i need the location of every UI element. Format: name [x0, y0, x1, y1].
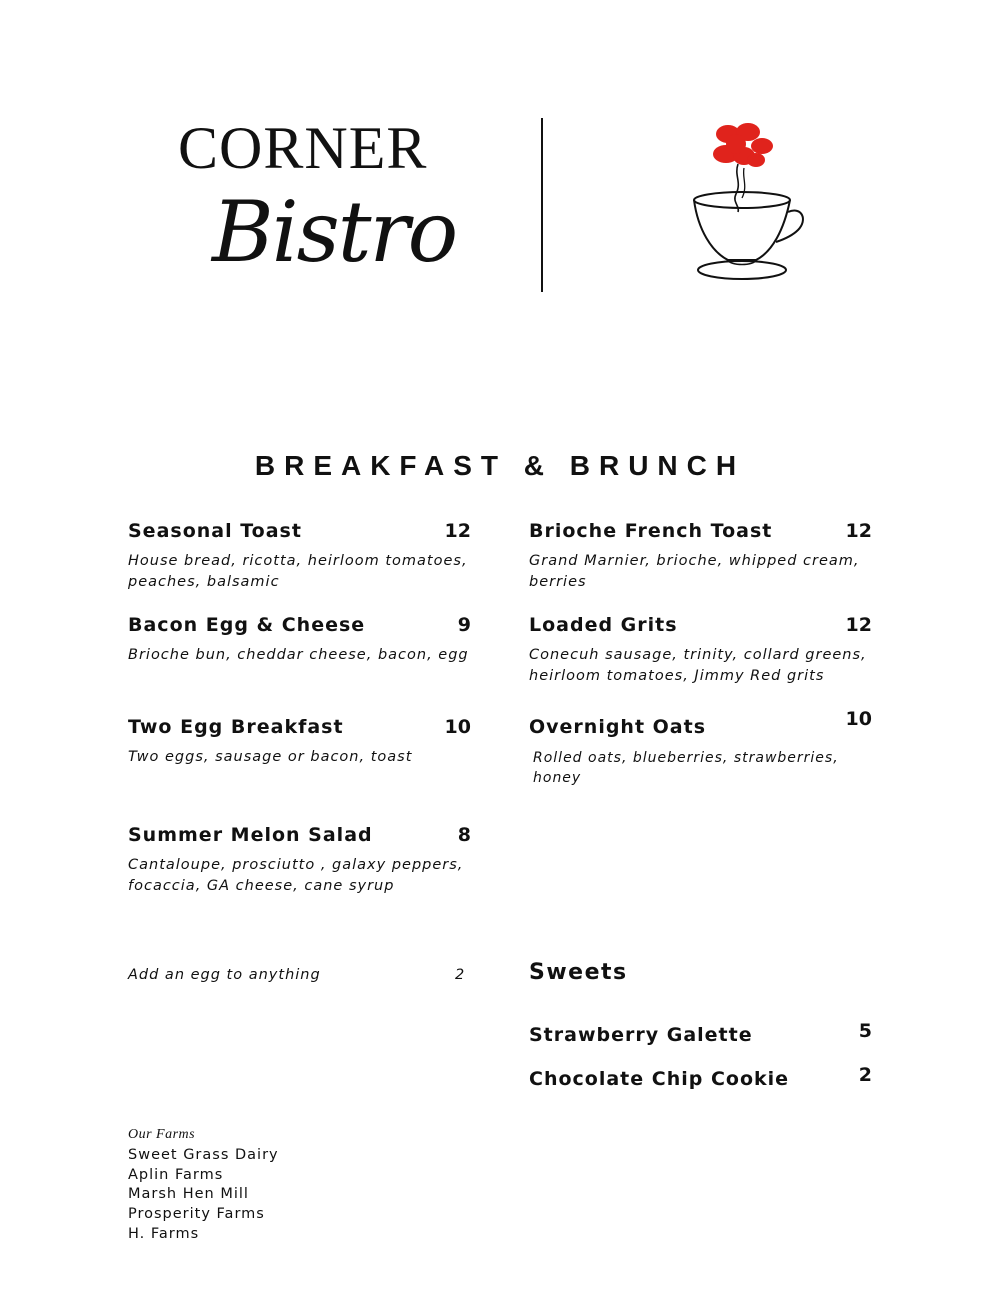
- item-description: [533, 748, 878, 788]
- description-line: heirloom tomatoes, Jimmy Red grits: [529, 668, 825, 684]
- item-price: 12: [845, 520, 872, 542]
- item-price: 10: [444, 716, 471, 738]
- addon-text: Add an egg to anything: [128, 967, 321, 983]
- description-line: Brioche bun, cheddar cheese, bacon, egg: [128, 647, 469, 663]
- item-price: 2: [858, 1064, 872, 1086]
- description-line: berries: [529, 574, 587, 590]
- item-description: [128, 855, 473, 897]
- logo-bistro-text: Bistro: [212, 183, 457, 281]
- sweets-title: Sweets: [529, 960, 628, 985]
- description-line: Two eggs, sausage or bacon, toast: [128, 749, 413, 765]
- item-price: 8: [457, 824, 471, 846]
- addon-price: 2: [455, 967, 465, 983]
- farm-item: Aplin Farms: [128, 1166, 224, 1183]
- item-name: Two Egg Breakfast: [128, 716, 344, 738]
- description-line: House bread, ricotta, heirloom tomatoes,: [128, 553, 468, 569]
- item-description: [128, 747, 473, 768]
- section-title: BREAKFAST & BRUNCH: [254, 450, 746, 481]
- farm-item: Marsh Hen Mill: [128, 1186, 249, 1203]
- teacup-with-red-flower-icon: [684, 120, 808, 286]
- item-price: 12: [444, 520, 471, 542]
- logo-corner-text: CORNER: [178, 115, 428, 181]
- description-line: Cantaloupe, prosciutto , galaxy peppers,: [128, 857, 464, 873]
- item-name: Summer Melon Salad: [128, 824, 373, 846]
- item-name: Bacon Egg & Cheese: [128, 614, 366, 636]
- logo-divider: [541, 118, 543, 292]
- item-price: 12: [845, 614, 872, 636]
- description-line: focaccia, GA cheese, cane syrup: [128, 878, 395, 894]
- description-line: Rolled oats, blueberries, strawberries,: [533, 750, 839, 766]
- farm-item: Prosperity Farms: [128, 1206, 265, 1223]
- farms-title: Our Farms: [128, 1127, 196, 1142]
- item-name: Overnight Oats: [529, 716, 707, 738]
- item-description: [128, 645, 473, 666]
- farm-item: Sweet Grass Dairy: [128, 1147, 279, 1163]
- item-name: Loaded Grits: [529, 614, 678, 636]
- item-price: 5: [858, 1020, 872, 1042]
- item-name: Brioche French Toast: [529, 520, 773, 542]
- farms-list: [128, 1146, 279, 1245]
- item-name: Strawberry Galette: [529, 1024, 753, 1046]
- item-description: [529, 551, 874, 593]
- farm-item: H. Farms: [128, 1225, 200, 1242]
- item-name: Chocolate Chip Cookie: [529, 1068, 790, 1090]
- description-line: peaches, balsamic: [128, 574, 280, 590]
- item-name: Seasonal Toast: [128, 520, 302, 542]
- description-line: honey: [533, 770, 582, 786]
- item-description: [529, 645, 874, 687]
- description-line: Grand Marnier, brioche, whipped cream,: [529, 553, 860, 569]
- item-description: [128, 551, 473, 593]
- item-price: 9: [457, 614, 471, 636]
- item-price: 10: [845, 708, 872, 730]
- description-line: Conecuh sausage, trinity, collard greens,: [529, 647, 867, 663]
